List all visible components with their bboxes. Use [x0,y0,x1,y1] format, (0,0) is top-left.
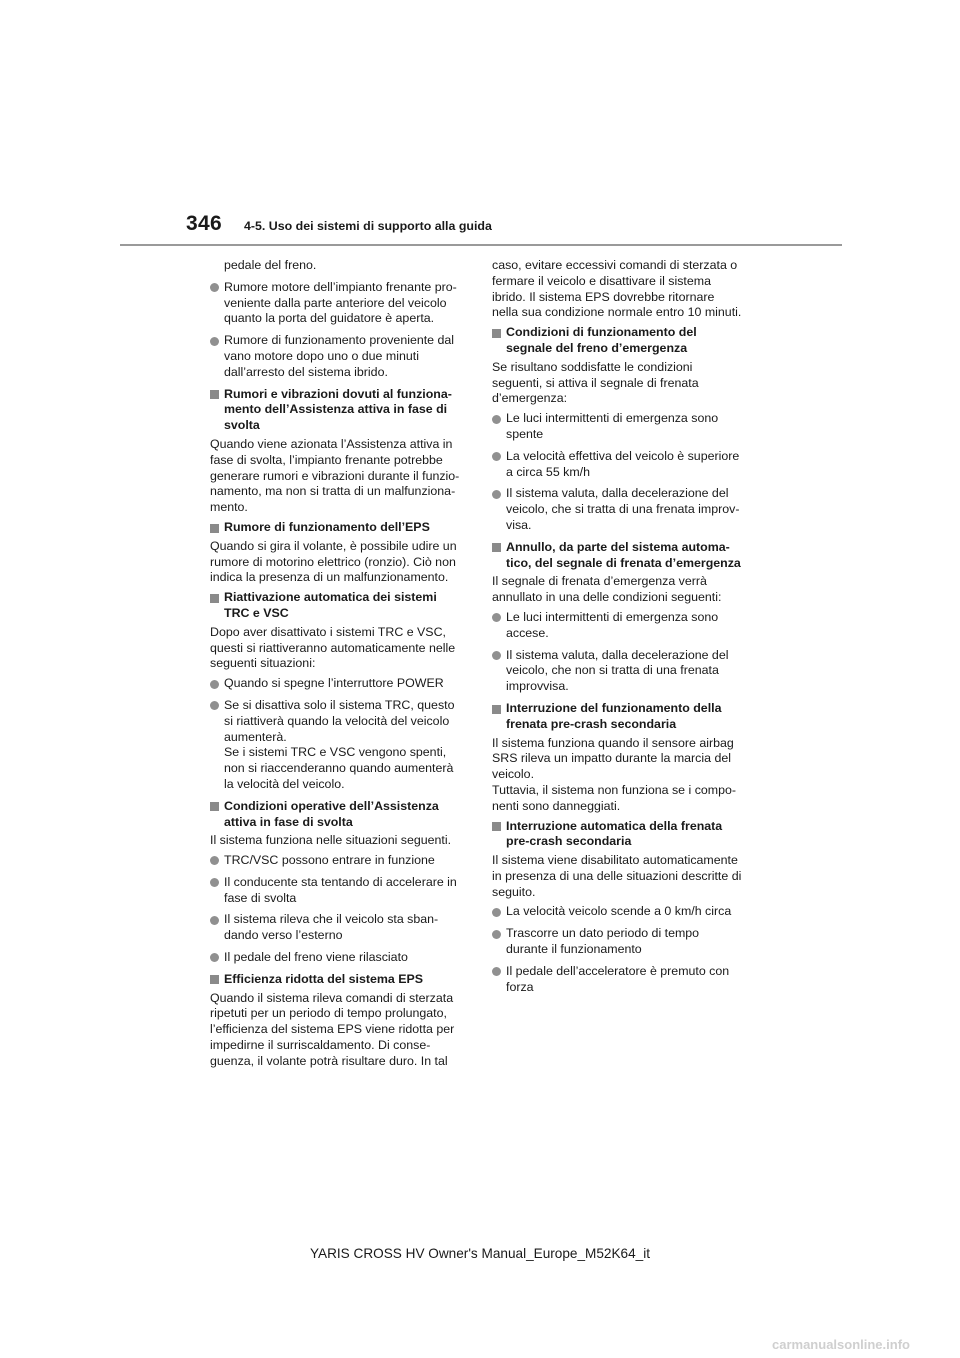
text-line: Il pedale dell’acceleratore è premuto con [506,963,730,978]
bullet-dot-icon [210,953,219,962]
bullet-item [492,904,750,920]
bullet-dot-icon [210,283,219,292]
bullet-dot-icon [492,490,501,499]
bullet-dot-icon [210,337,219,346]
section-heading [492,540,750,572]
text-line: Il sistema funziona nelle situazioni seguenti. [210,833,452,848]
text-line: aumenterà. [224,729,287,744]
paragraph [210,833,468,849]
text-line: dando verso l’esterno [224,928,343,943]
text-line: questi si riattiveranno automaticamente nelle [210,640,456,655]
text-line: ibrido. Il sistema EPS dovrebbe ritornare [492,289,715,304]
bullet-dot-icon [210,878,219,887]
bullet-dot-icon [210,856,219,865]
text-line: forza [506,979,534,994]
text-line: SRS rileva un impatto durante la marcia del [492,751,731,766]
section-heading [492,325,750,357]
heading-square-icon [492,705,501,714]
text-line: guenza, il volante potrà risultare duro. In tal [210,1053,448,1068]
bullet-item [210,853,468,869]
heading-square-icon [210,594,219,603]
text-line: Rumori e vibrazioni dovuti al funziona- [224,386,452,401]
text-line: Annullo, da parte del sistema automa- [506,539,730,554]
text-line: Quando viene azionata l’Assistenza attiva in [210,436,453,451]
text-line: La velocità effettiva del veicolo è superiore [506,448,740,463]
text-line: vano motore dopo uno o due minuti [224,348,419,363]
text-line: caso, evitare eccessivi comandi di sterzata o [492,258,738,272]
text-line: annullato in una delle condizioni seguenti: [492,590,722,605]
continued-text [224,258,468,274]
text-line: Le luci intermittenti di emergenza sono [506,609,719,624]
text-line: Rumore di funzionamento dell’EPS [224,519,430,534]
bullet-item [210,676,468,692]
bullet-item [492,411,750,443]
text-line: mento. [210,500,248,515]
paragraph [210,991,468,1070]
heading-square-icon [210,524,219,533]
text-line: mento dell’Assistenza attiva in fase di [224,402,448,417]
text-line: nenti sono danneggiati. [492,798,621,813]
text-line: Il sistema viene disabilitato automaticamente [492,853,738,868]
text-line: veniente dalla parte anteriore del veicolo [224,295,447,310]
bullet-item [210,333,468,380]
text-line: Se si disattiva solo il sistema TRC, questo [224,697,455,712]
bullet-dot-icon [492,415,501,424]
paragraph [492,574,750,606]
bullet-item [210,950,468,966]
text-line: namento, ma non si tratta di un malfunziona- [210,484,456,499]
paragraph [492,258,750,321]
text-line: Quando si spegne l’interruttore POWER [224,676,444,691]
text-line: attiva in fase di svolta [224,814,353,829]
heading-square-icon [210,802,219,811]
text-line: nella sua condizione normale entro 10 minuti. [492,305,742,320]
text-line: Quando si gira il volante, è possibile udire un [210,538,457,553]
watermark: carmanualsonline.info [772,1337,910,1352]
text-line: TRC e VSC [224,605,289,620]
page-number: 346 [186,212,222,235]
text-line: Il sistema valuta, dalla decelerazione del [506,486,729,501]
bullet-item [492,486,750,533]
heading-square-icon [210,975,219,984]
section-heading [210,520,468,536]
text-line: Il sistema funziona quando il sensore airbag [492,735,734,750]
text-line: TRC/VSC possono entrare in funzione [224,853,435,868]
text-line: Il sistema valuta, dalla decelerazione del [506,647,729,662]
bullet-dot-icon [210,701,219,710]
section-heading [210,972,468,988]
section-heading [492,701,750,733]
footer-manual-title: YARIS CROSS HV Owner's Manual_Europe_M52K64_it [309,1246,651,1261]
text-line: d’emergenza: [492,391,568,406]
paragraph [210,437,468,516]
bullet-item [210,280,468,327]
text-line: rumore di motorino elettrico (ronzio). Ciò non [210,554,456,569]
header-rule [120,244,842,246]
text-line: impedirne il surriscaldamento. Di conse- [210,1038,431,1053]
text-line: svolta [224,418,260,433]
paragraph [210,625,468,672]
text-line: frenata pre-crash secondaria [506,716,677,731]
bullet-dot-icon [492,930,501,939]
bullet-dot-icon [492,651,501,660]
text-line: seguenti, si attiva il segnale di frenata [492,375,699,390]
text-line: Riattivazione automatica dei sistemi [224,590,437,605]
bullet-item [492,964,750,996]
text-line: Le luci intermittenti di emergenza sono [506,411,719,426]
text-line: Condizioni di funzionamento del [506,325,697,340]
text-line: veicolo, che si tratta di una frenata improv- [506,502,740,517]
left-column [210,258,468,1074]
text-line: Tuttavia, il sistema non funziona se i compo- [492,782,737,797]
bullet-item [492,926,750,958]
text-line: veicolo, che non si tratta di una frenata [506,663,719,678]
heading-square-icon [492,822,501,831]
text-line: Trascorre un dato periodo di tempo [506,926,700,941]
text-line: segnale del freno d’emergenza [506,340,688,355]
heading-square-icon [492,543,501,552]
text-line: fase di svolta [224,890,297,905]
paragraph [492,360,750,407]
section-heading [210,799,468,831]
text-line: spente [506,426,544,441]
text-line: tico, del segnale di frenata d’emergenza [506,555,741,570]
text-line: non si riaccenderanno quando aumenterà [224,761,454,776]
text-line: durante il funzionamento [506,942,642,957]
text-line: si riattiverà quando la velocità del veicolo [224,713,450,728]
text-line: accese. [506,625,549,640]
text-line: la velocità del veicolo. [224,776,345,791]
text-line: La velocità veicolo scende a 0 km/h circa [506,904,732,919]
text-line: Se i sistemi TRC e VSC vengono spenti, [224,745,447,760]
text-line: seguito. [492,884,536,899]
section-heading [210,387,468,434]
bullet-item [492,610,750,642]
text-line: improvvisa. [506,679,569,694]
text-line: Quando il sistema rileva comandi di sterzata [210,990,454,1005]
bullet-dot-icon [492,452,501,461]
section-heading [492,819,750,851]
bullet-dot-icon [210,680,219,689]
text-line: l’efficienza del sistema EPS viene ridotta per [210,1022,455,1037]
text-line: Dopo aver disattivato i sistemi TRC e VSC, [210,624,446,639]
text-line: Rumore motore dell’impianto frenante pro- [224,279,457,294]
text-line: Efficienza ridotta del sistema EPS [224,971,424,986]
text-line: Interruzione automatica della frenata [506,818,723,833]
section-title: 4-5. Uso dei sistemi di supporto alla guida [244,219,492,233]
text-line: Il conducente sta tentando di accelerare in [224,874,457,889]
text-line: Rumore di funzionamento proveniente dal [224,333,455,348]
text-line: veicolo. [492,767,535,782]
text-line: a circa 55 km/h [506,464,591,479]
bullet-item [492,449,750,481]
paragraph [492,853,750,900]
bullet-item [210,698,468,793]
text-line: Il sistema rileva che il veicolo sta sban- [224,912,439,927]
text-line: generare rumori e vibrazioni durante il funzio- [210,468,460,483]
bullet-item [210,875,468,907]
text-line: Se risultano soddisfatte le condizioni [492,359,693,374]
paragraph [210,539,468,586]
text-line: indica la presenza di un malfunzionamento. [210,570,449,585]
section-heading [210,590,468,622]
paragraph [492,736,750,815]
text-line: in presenza di una delle situazioni descritte di [492,868,742,883]
heading-square-icon [492,329,501,338]
text-line: dall’arresto del sistema ibrido. [224,364,388,379]
text-line: ripetuti per un periodo di tempo prolungato, [210,1006,447,1021]
right-column [492,258,750,1001]
text-line: quanto la porta del guidatore è aperta. [224,311,435,326]
text-line: pre-crash secondaria [506,834,632,849]
text-line: Interruzione del funzionamento della [506,700,722,715]
text-line: seguenti situazioni: [210,656,316,671]
text-line: fermare il veicolo e disattivare il sistema [492,273,711,288]
bullet-item [210,912,468,944]
text-line: visa. [506,517,532,532]
bullet-dot-icon [492,908,501,917]
text-line: Il segnale di frenata d’emergenza verrà [492,574,707,589]
text-line: fase di svolta, l’impianto frenante potrebbe [210,452,443,467]
text-line: Condizioni operative dell’Assistenza [224,798,439,813]
bullet-item [492,648,750,695]
bullet-dot-icon [492,613,501,622]
heading-square-icon [210,390,219,399]
text-line: Il pedale del freno viene rilasciato [224,950,408,965]
text-line: pedale del freno. [224,258,317,272]
bullet-dot-icon [210,916,219,925]
bullet-dot-icon [492,967,501,976]
